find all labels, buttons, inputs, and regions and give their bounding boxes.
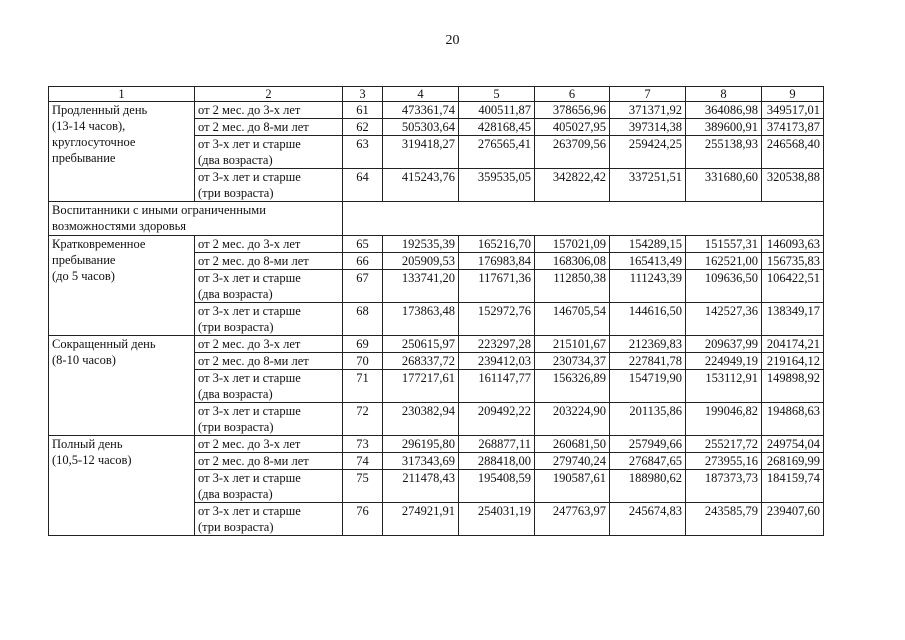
value-cell: 374173,87: [762, 119, 824, 136]
value-cell: 260681,50: [535, 436, 610, 453]
value-cell: 250615,97: [383, 336, 459, 353]
age-line: от 3-х лет и старше: [198, 504, 301, 518]
header-row: [49, 87, 824, 102]
value-cell: 239407,60: [762, 503, 824, 536]
value-cell: 397314,38: [610, 119, 686, 136]
value-cell: 209637,99: [686, 336, 762, 353]
value-cell: 245674,83: [610, 503, 686, 536]
value-cell: 138349,17: [762, 303, 824, 336]
group-label-line: круглосуточное: [52, 135, 136, 149]
value-cell: 331680,60: [686, 169, 762, 202]
value-cell: 268337,72: [383, 353, 459, 370]
row-code: 70: [343, 353, 383, 370]
row-code: 64: [343, 169, 383, 202]
value-cell: 176983,84: [459, 253, 535, 270]
row-code: 66: [343, 253, 383, 270]
value-cell: 243585,79: [686, 503, 762, 536]
group-label: [49, 436, 195, 536]
column-header-4: 4: [383, 87, 459, 102]
group-label-line: Кратковременное: [52, 237, 146, 251]
value-cell: 219164,12: [762, 353, 824, 370]
value-cell: 199046,82: [686, 403, 762, 436]
age-cell: [195, 436, 343, 453]
age-cell: [195, 470, 343, 503]
age-cell: [195, 169, 343, 202]
table-row: [49, 102, 824, 119]
value-cell: 224949,19: [686, 353, 762, 370]
value-cell: 288418,00: [459, 453, 535, 470]
age-cell: [195, 270, 343, 303]
column-header-6: 6: [535, 87, 610, 102]
age-line: от 2 мес. до 8-ми лет: [198, 454, 309, 468]
value-cell: 106422,51: [762, 270, 824, 303]
page-number: 20: [445, 33, 460, 48]
age-line: от 3-х лет и старше: [198, 304, 301, 318]
age-line: (два возраста): [198, 487, 273, 501]
value-cell: 209492,22: [459, 403, 535, 436]
value-cell: 359535,05: [459, 169, 535, 202]
value-cell: 162521,00: [686, 253, 762, 270]
value-cell: 117671,36: [459, 270, 535, 303]
value-cell: 173863,48: [383, 303, 459, 336]
row-code: 68: [343, 303, 383, 336]
value-cell: 259424,25: [610, 136, 686, 169]
value-cell: 428168,45: [459, 119, 535, 136]
value-cell: 151557,31: [686, 236, 762, 253]
row-code: 65: [343, 236, 383, 253]
row-code: 61: [343, 102, 383, 119]
value-cell: 337251,51: [610, 169, 686, 202]
value-cell: 239412,03: [459, 353, 535, 370]
age-line: от 2 мес. до 8-ми лет: [198, 254, 309, 268]
value-cell: 263709,56: [535, 136, 610, 169]
tariff-table: [48, 86, 824, 536]
value-cell: 146093,63: [762, 236, 824, 253]
age-cell: [195, 303, 343, 336]
value-cell: 194868,63: [762, 403, 824, 436]
section-title: [49, 202, 343, 236]
group-label-line: пребывание: [52, 151, 116, 165]
section-title-line: возможностями здоровья: [52, 219, 187, 233]
age-line: от 3-х лет и старше: [198, 137, 301, 151]
value-cell: 257949,66: [610, 436, 686, 453]
table-row: [49, 436, 824, 453]
value-cell: 268877,11: [459, 436, 535, 453]
value-cell: 187373,73: [686, 470, 762, 503]
value-cell: 184159,74: [762, 470, 824, 503]
age-cell: [195, 136, 343, 169]
value-cell: 230734,37: [535, 353, 610, 370]
age-line: от 2 мес. до 3-х лет: [198, 103, 301, 117]
value-cell: 276847,65: [610, 453, 686, 470]
column-header-1: 1: [49, 87, 195, 102]
value-cell: 255138,93: [686, 136, 762, 169]
value-cell: 215101,67: [535, 336, 610, 353]
age-line: от 3-х лет и старше: [198, 404, 301, 418]
value-cell: 203224,90: [535, 403, 610, 436]
age-line: от 2 мес. до 8-ми лет: [198, 354, 309, 368]
value-cell: 165216,70: [459, 236, 535, 253]
age-cell: [195, 336, 343, 353]
value-cell: 156326,89: [535, 370, 610, 403]
value-cell: 133741,20: [383, 270, 459, 303]
row-code: 62: [343, 119, 383, 136]
age-line: (два возраста): [198, 287, 273, 301]
table-row: [49, 236, 824, 253]
group-label: [49, 336, 195, 436]
value-cell: 146705,54: [535, 303, 610, 336]
value-cell: 161147,77: [459, 370, 535, 403]
value-cell: 112850,38: [535, 270, 610, 303]
value-cell: 204174,21: [762, 336, 824, 353]
value-cell: 227841,78: [610, 353, 686, 370]
column-header-2: 2: [195, 87, 343, 102]
value-cell: 205909,53: [383, 253, 459, 270]
age-line: (три возраста): [198, 420, 274, 434]
value-cell: 168306,08: [535, 253, 610, 270]
value-cell: 364086,98: [686, 102, 762, 119]
age-line: (три возраста): [198, 520, 274, 534]
column-header-9: 9: [762, 87, 824, 102]
value-cell: 190587,61: [535, 470, 610, 503]
group-label-line: пребывание: [52, 253, 116, 267]
value-cell: 157021,09: [535, 236, 610, 253]
value-cell: 154719,90: [610, 370, 686, 403]
group-label-line: (10,5-12 часов): [52, 453, 132, 467]
group-label: [49, 236, 195, 336]
value-cell: 142527,36: [686, 303, 762, 336]
age-line: (два возраста): [198, 387, 273, 401]
group-label: [49, 102, 195, 202]
value-cell: 317343,69: [383, 453, 459, 470]
value-cell: 212369,83: [610, 336, 686, 353]
value-cell: 400511,87: [459, 102, 535, 119]
value-cell: 192535,39: [383, 236, 459, 253]
value-cell: 319418,27: [383, 136, 459, 169]
row-code: 74: [343, 453, 383, 470]
value-cell: 473361,74: [383, 102, 459, 119]
value-cell: 230382,94: [383, 403, 459, 436]
table-row: [49, 336, 824, 353]
row-code: 63: [343, 136, 383, 169]
age-line: от 2 мес. до 3-х лет: [198, 237, 301, 251]
age-cell: [195, 102, 343, 119]
age-line: (два возраста): [198, 153, 273, 167]
group-label-line: Полный день: [52, 437, 123, 451]
row-code: 76: [343, 503, 383, 536]
value-cell: 273955,16: [686, 453, 762, 470]
row-code: 69: [343, 336, 383, 353]
age-cell: [195, 370, 343, 403]
column-header-8: 8: [686, 87, 762, 102]
group-label-line: (8-10 часов): [52, 353, 116, 367]
value-cell: 153112,91: [686, 370, 762, 403]
age-line: (три возраста): [198, 320, 274, 334]
value-cell: 109636,50: [686, 270, 762, 303]
age-line: (три возраста): [198, 186, 274, 200]
value-cell: 223297,28: [459, 336, 535, 353]
column-header-5: 5: [459, 87, 535, 102]
section-row: [49, 202, 824, 236]
age-cell: [195, 503, 343, 536]
row-code: 67: [343, 270, 383, 303]
age-line: от 2 мес. до 8-ми лет: [198, 120, 309, 134]
group-label-line: Сокращенный день: [52, 337, 156, 351]
age-cell: [195, 236, 343, 253]
value-cell: 152972,76: [459, 303, 535, 336]
value-cell: 296195,80: [383, 436, 459, 453]
value-cell: 211478,43: [383, 470, 459, 503]
row-code: 73: [343, 436, 383, 453]
value-cell: 405027,95: [535, 119, 610, 136]
row-code: 75: [343, 470, 383, 503]
section-title-line: Воспитанники с иными ограниченными: [52, 203, 266, 217]
value-cell: 177217,61: [383, 370, 459, 403]
value-cell: 276565,41: [459, 136, 535, 169]
age-line: от 3-х лет и старше: [198, 371, 301, 385]
value-cell: 342822,42: [535, 169, 610, 202]
value-cell: 201135,86: [610, 403, 686, 436]
value-cell: 111243,39: [610, 270, 686, 303]
value-cell: 144616,50: [610, 303, 686, 336]
age-line: от 2 мес. до 3-х лет: [198, 437, 301, 451]
column-header-7: 7: [610, 87, 686, 102]
value-cell: 349517,01: [762, 102, 824, 119]
value-cell: 247763,97: [535, 503, 610, 536]
table-body: [49, 87, 824, 536]
age-cell: [195, 353, 343, 370]
column-header-3: 3: [343, 87, 383, 102]
age-cell: [195, 453, 343, 470]
row-code: 72: [343, 403, 383, 436]
age-line: от 3-х лет и старше: [198, 271, 301, 285]
value-cell: 246568,40: [762, 136, 824, 169]
value-cell: 371371,92: [610, 102, 686, 119]
age-line: от 3-х лет и старше: [198, 170, 301, 184]
age-line: от 3-х лет и старше: [198, 471, 301, 485]
value-cell: 505303,64: [383, 119, 459, 136]
row-code: 71: [343, 370, 383, 403]
value-cell: 274921,91: [383, 503, 459, 536]
age-cell: [195, 403, 343, 436]
group-label-line: Продленный день: [52, 103, 148, 117]
age-cell: [195, 119, 343, 136]
value-cell: 188980,62: [610, 470, 686, 503]
value-cell: 195408,59: [459, 470, 535, 503]
group-label-line: (13-14 часов),: [52, 119, 126, 133]
value-cell: 254031,19: [459, 503, 535, 536]
value-cell: 255217,72: [686, 436, 762, 453]
value-cell: 149898,92: [762, 370, 824, 403]
value-cell: 279740,24: [535, 453, 610, 470]
value-cell: 389600,91: [686, 119, 762, 136]
age-line: от 2 мес. до 3-х лет: [198, 337, 301, 351]
age-cell: [195, 253, 343, 270]
group-label-line: (до 5 часов): [52, 269, 115, 283]
value-cell: 415243,76: [383, 169, 459, 202]
value-cell: 268169,99: [762, 453, 824, 470]
value-cell: 154289,15: [610, 236, 686, 253]
value-cell: 165413,49: [610, 253, 686, 270]
value-cell: 378656,96: [535, 102, 610, 119]
value-cell: 320538,88: [762, 169, 824, 202]
value-cell: 249754,04: [762, 436, 824, 453]
value-cell: 156735,83: [762, 253, 824, 270]
section-empty-cell: [343, 202, 824, 236]
